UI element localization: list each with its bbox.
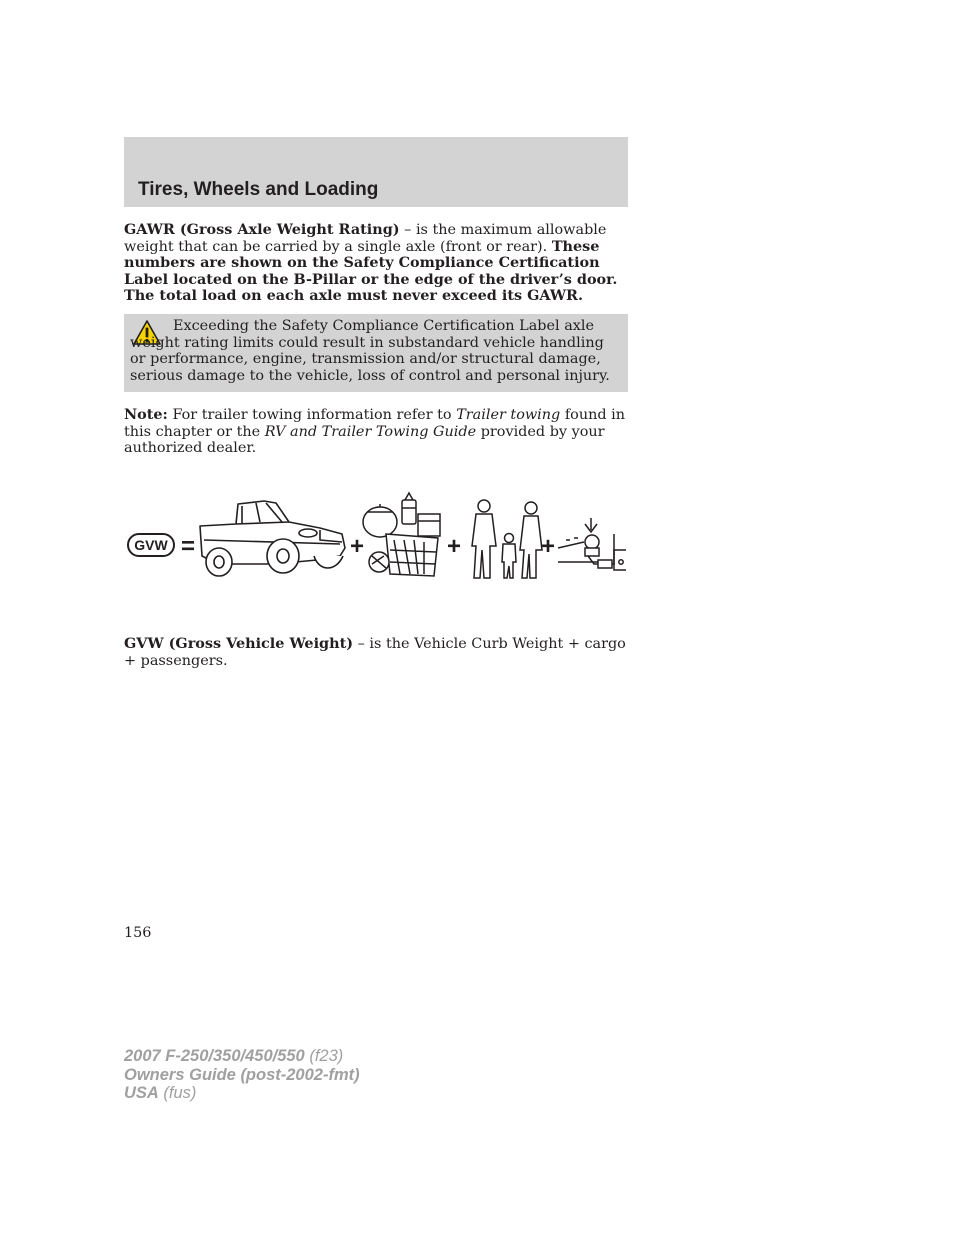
gvw-paragraph [124, 636, 628, 669]
cargo-icon [363, 493, 440, 576]
footer-market: USA [124, 1084, 159, 1102]
footer-model-code: (f23) [304, 1047, 344, 1065]
trailer-hitch-icon [558, 518, 626, 570]
footer-line-2 [124, 1066, 360, 1085]
gawr-definition: – is the maximum allowable weight that can be carried by a single axle (front or rear). [124, 222, 607, 255]
note-text: found in this chapter or the [124, 407, 626, 440]
pickup-truck-icon [200, 501, 345, 576]
gawr-paragraph [124, 222, 628, 305]
note-paragraph [124, 407, 628, 457]
gvw-term: GVW (Gross Vehicle Weight) [124, 635, 354, 652]
gvw-definition: – is the Vehicle Curb Weight + cargo + passengers. [124, 636, 626, 669]
warning-text: Exceeding the Safety Compliance Certification Label axle weight rating limits could result in substandard vehicle handling or performance, engine, transmission and/or structural damage, serious damage to the vehicle, loss of control and personal injury. [130, 318, 610, 384]
section-title: Tires, Wheels and Loading [138, 179, 379, 200]
plus-sign: + [540, 533, 556, 560]
plus-sign: + [446, 533, 462, 560]
page-number: 156 [124, 925, 152, 941]
gawr-emphasis: These numbers are shown on the Safety Compliance Certification Label located on the B-Pillar or the edge of the driver’s door. The total load on each axle must never exceed its GAWR. [124, 237, 618, 305]
footer-line-3 [124, 1084, 360, 1103]
footer-model: 2007 F-250/350/450/550 [124, 1047, 305, 1065]
trailer-towing-reference: Trailer towing [456, 407, 561, 423]
section-header-band [124, 137, 628, 207]
footer-market-code: (fus) [158, 1084, 197, 1102]
gvw-badge-label: GVW [134, 537, 168, 553]
note-text: For trailer towing information refer to [167, 407, 457, 423]
warning-box [124, 314, 628, 392]
document-footer [124, 1047, 360, 1103]
warning-text-block [130, 318, 622, 384]
note-text: provided by your authorized dealer. [124, 423, 605, 457]
footer-guide-title: Owners Guide (post-2002-fmt) [124, 1065, 360, 1084]
footer-line-1 [124, 1047, 360, 1066]
gvw-badge [128, 534, 174, 556]
passengers-icon [472, 500, 542, 578]
note-label: Note: [124, 406, 168, 423]
rv-guide-reference: RV and Trailer Towing Guide [264, 423, 477, 440]
gvw-illustration [124, 490, 628, 586]
equals-sign: = [180, 533, 196, 560]
plus-sign: + [349, 533, 365, 560]
gawr-term: GAWR (Gross Axle Weight Rating) [124, 221, 400, 238]
